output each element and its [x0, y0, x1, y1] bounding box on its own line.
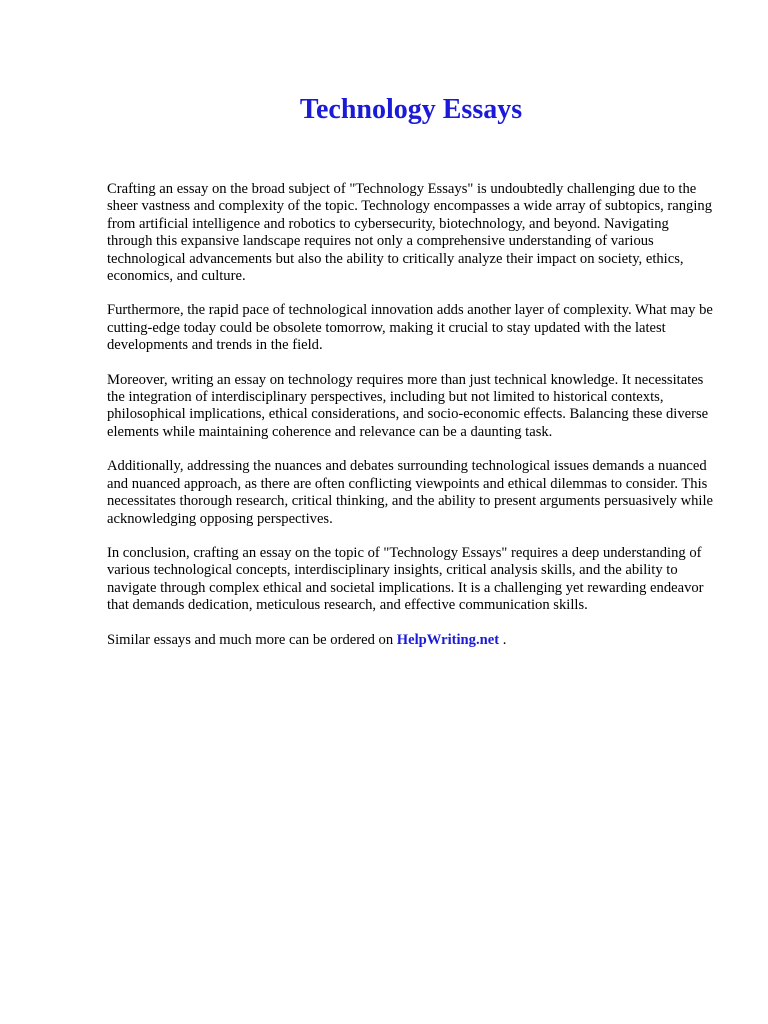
paragraph-3: Moreover, writing an essay on technology requires more than just technical knowledge. It necessitates the integration of interdisciplinary perspectives, including but not limited to historical contexts, philosophical implications, ethical considerations, and socio-economic effects. Balancing these diverse elements while maintaining coherence and relevance can be a daunting task. [107, 371, 709, 440]
essay-body [107, 181, 717, 649]
paragraph-2: Furthermore, the rapid pace of technological innovation adds another layer of complexity. What may be cutting-edge today could be obsolete tomorrow, making it crucial to stay updated with the latest developments and trends in the field. [107, 302, 713, 354]
paragraph-1: Crafting an essay on the broad subject of "Technology Essays" is undoubtedly challenging due to the sheer vastness and complexity of the topic. Technology encompasses a wide array of subtopics, ranging from artificial intelligence and robotics to cybersecurity, biotechnology, and beyond. Navigating through this expansive landscape requires not only a comprehensive understanding of various technological advancements but also the ability to critically analyze their impact on society, ethics, economics, and culture. [107, 181, 712, 285]
page-title: Technology Essays [299, 94, 523, 125]
document-page [107, 0, 717, 666]
closing-suffix: . [499, 631, 507, 648]
paragraph-4: Additionally, addressing the nuances and debates surrounding technological issues demands a nuanced and nuanced approach, as there are often conflicting viewpoints and ethical dilemmas to consider. This necessitates thorough research, critical thinking, and the ability to present arguments persuasively while acknowledging opposing perspectives. [107, 458, 714, 527]
helpwriting-link[interactable]: HelpWriting.net [396, 631, 500, 648]
closing-prefix: Similar essays and much more can be ordered on [107, 631, 397, 648]
closing-line [107, 632, 717, 649]
paragraph-5: In conclusion, crafting an essay on the topic of "Technology Essays" requires a deep understanding of various technological concepts, interdisciplinary insights, critical analysis skills, and the ability to navigate through complex ethical and societal implications. It is a challenging yet rewarding endeavor that demands dedication, meticulous research, and effective communication skills. [107, 544, 704, 614]
